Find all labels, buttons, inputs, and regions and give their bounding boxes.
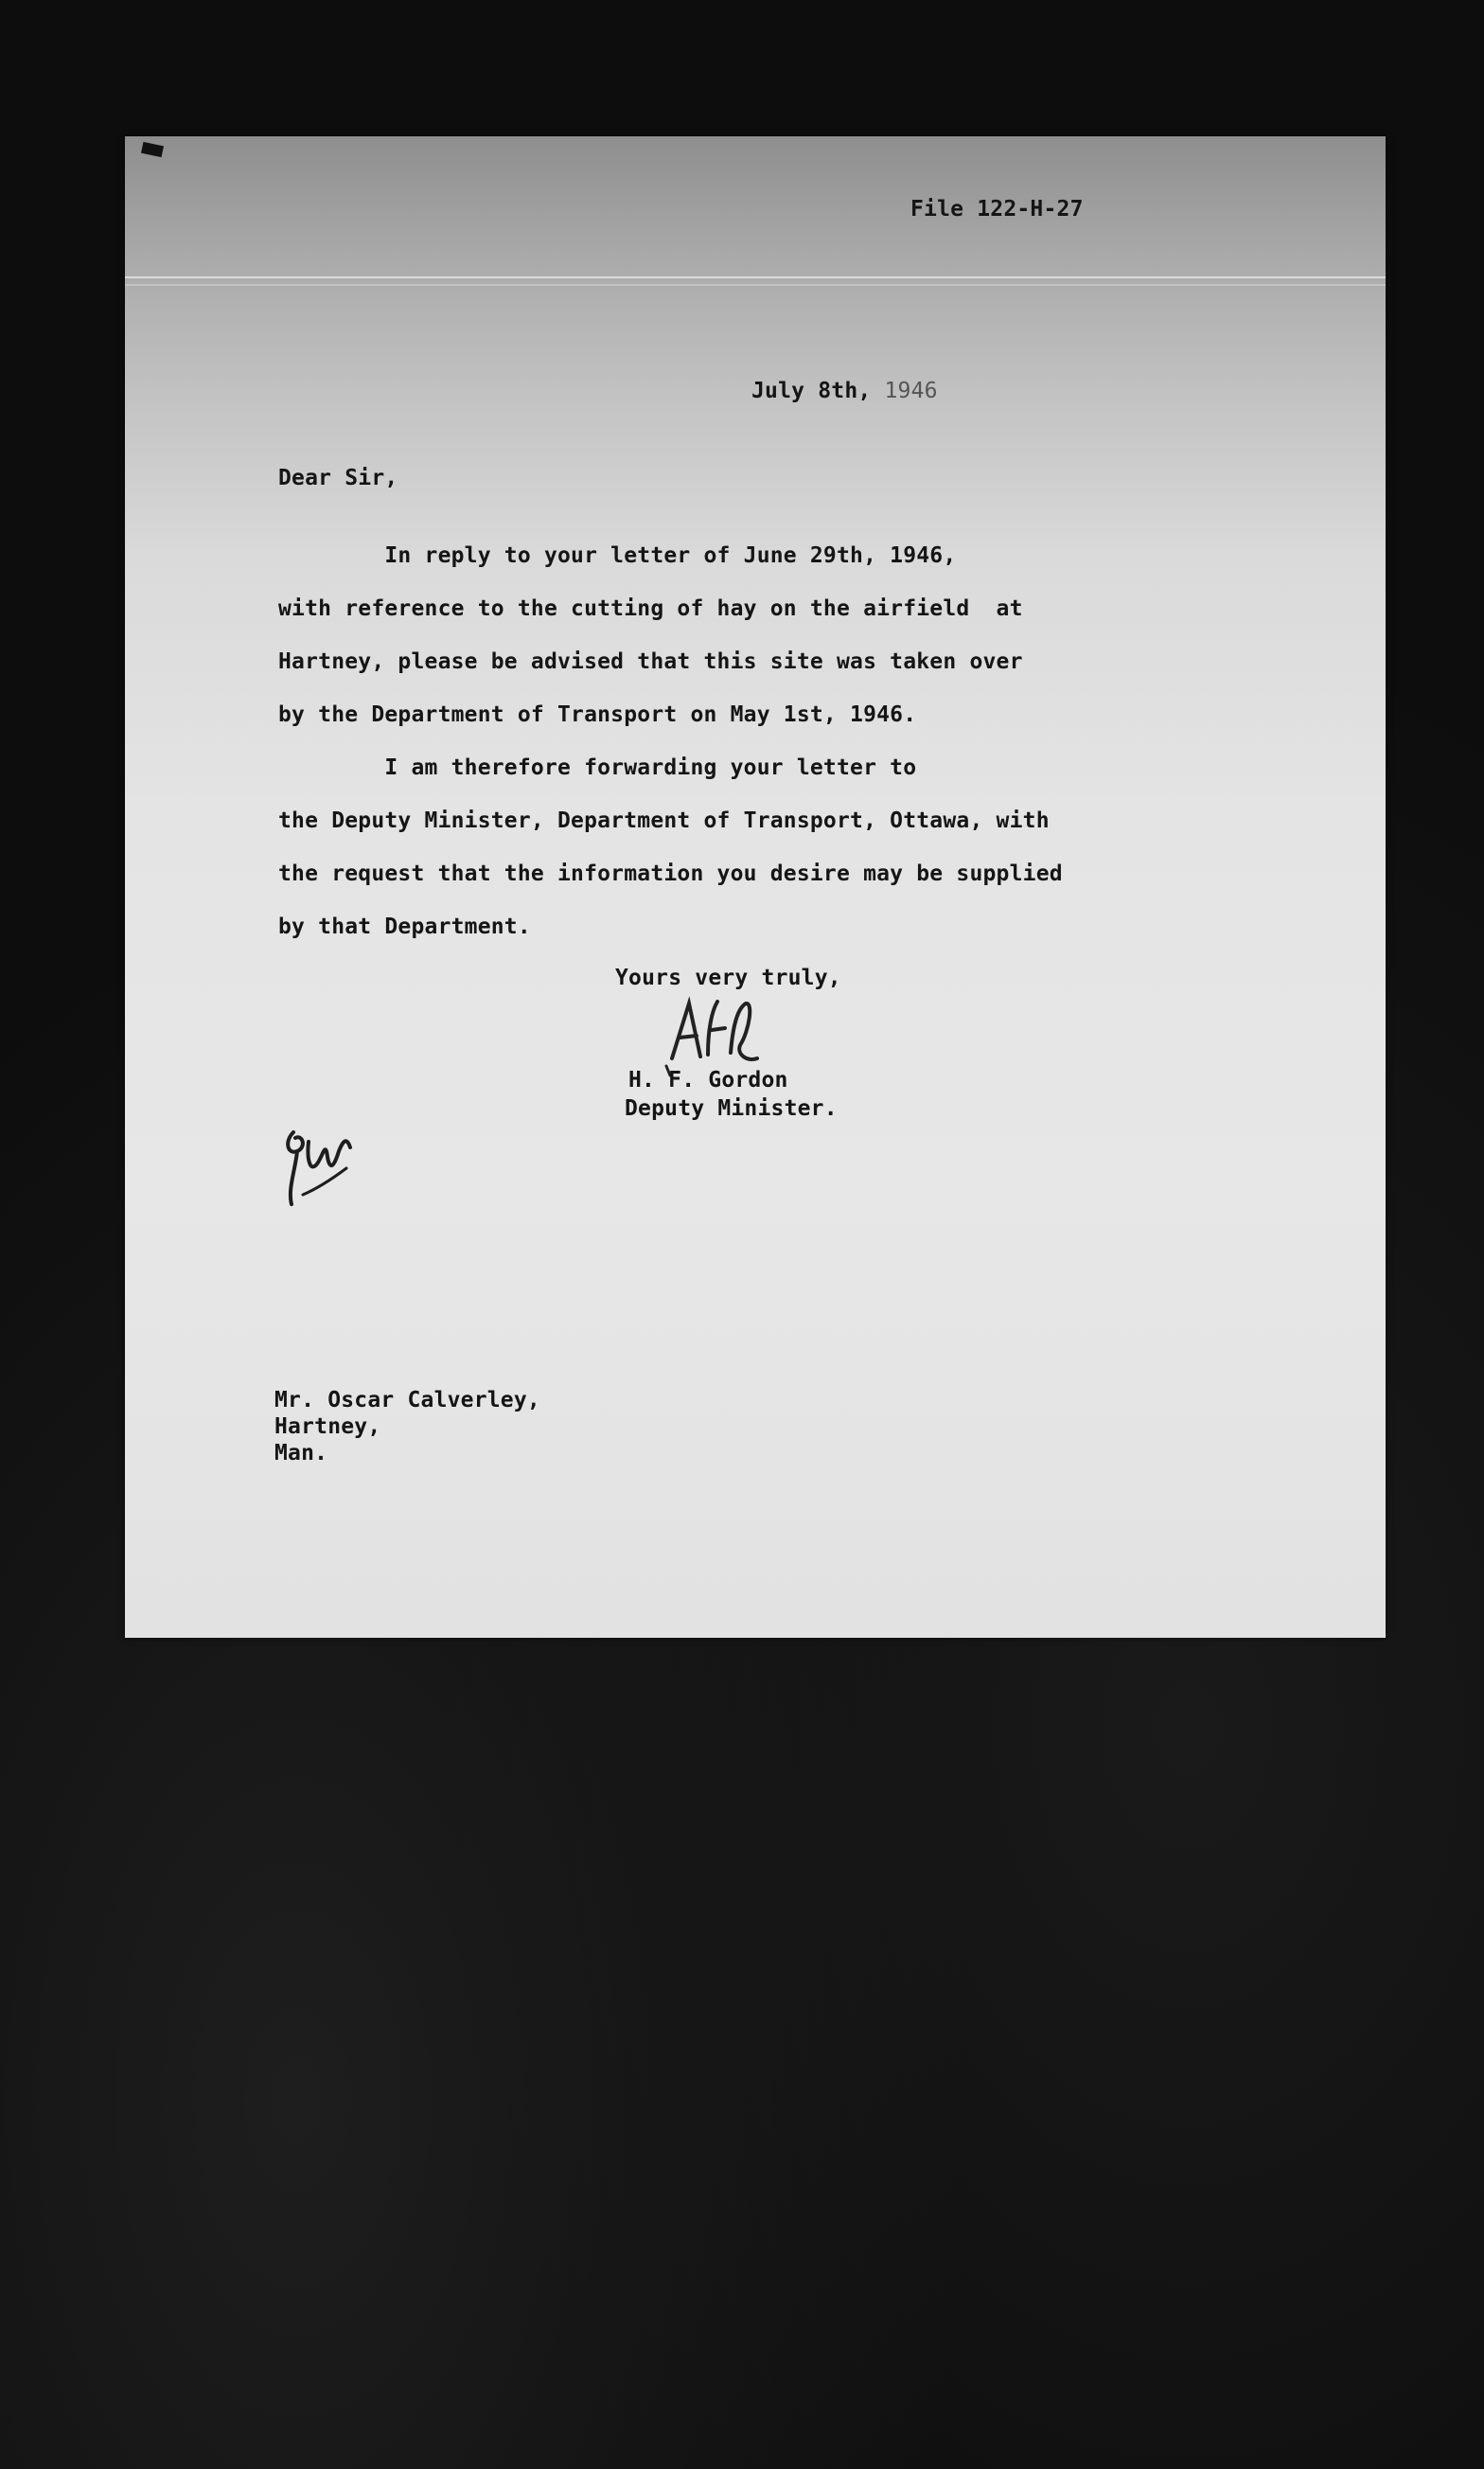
handwritten-initials (274, 1113, 360, 1217)
handwritten-signature (662, 992, 767, 1077)
recipient-line: Mr. Oscar Calverley, (274, 1388, 540, 1412)
scan-artifact-line (125, 276, 1386, 278)
signer-name: H. F. Gordon (628, 1068, 788, 1092)
letter-date (751, 379, 938, 403)
date-year: 1946 (871, 379, 938, 403)
salutation: Dear Sir, (278, 466, 398, 490)
letter-page (125, 136, 1386, 1638)
recipient-line: Hartney, (274, 1414, 381, 1439)
body-line: by the Department of Transport on May 1st, 1946. (278, 702, 917, 727)
body-line: Hartney, please be advised that this site was taken over (278, 649, 1023, 674)
body-line: In reply to your letter of June 29th, 1946, (278, 543, 957, 568)
body-line: with reference to the cutting of hay on the airfield at (278, 596, 1023, 621)
date-main: July 8th, (751, 379, 872, 403)
file-reference: File 122-H-27 (910, 197, 1084, 222)
recipient-line: Man. (274, 1441, 328, 1465)
closing: Yours very truly, (615, 966, 841, 990)
body-line: I am therefore forwarding your letter to (278, 755, 917, 780)
scan-artifact-line (125, 284, 1386, 286)
body-line: the request that the information you desire may be supplied (278, 861, 1063, 886)
signer-title: Deputy Minister. (625, 1096, 838, 1121)
body-line: the Deputy Minister, Department of Transport, Ottawa, with (278, 808, 1050, 833)
body-line: by that Department. (278, 915, 531, 939)
